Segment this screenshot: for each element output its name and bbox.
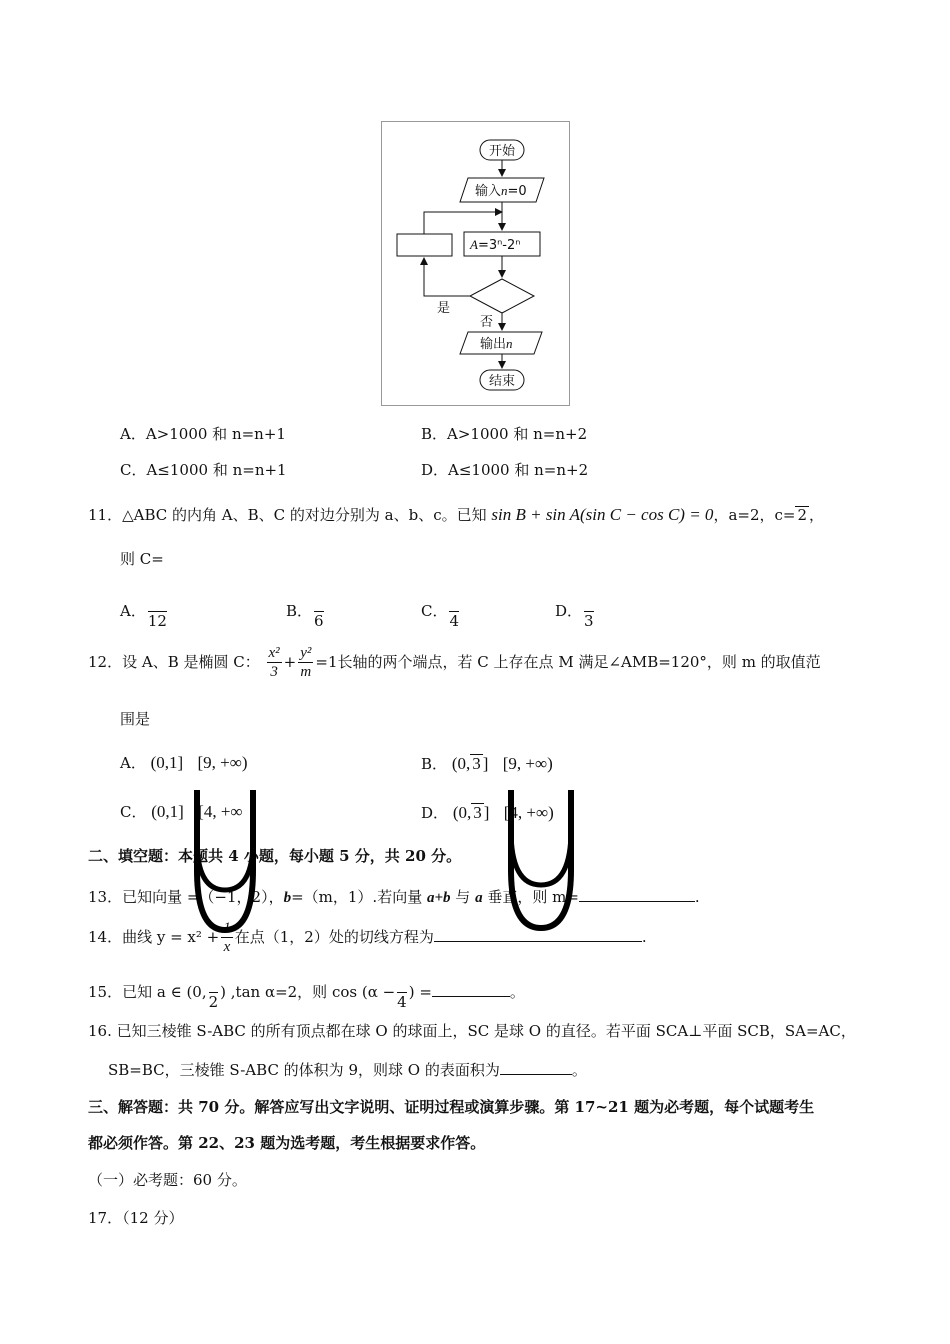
flowchart-input-label: 输入n=0 [475,183,527,199]
question-13: 13．已知向量 =（−1，2），b=（m，1）.若向量 a+b 与 a 垂直，则 m= . [88,888,700,906]
required-questions-heading: （一）必考题：60 分。 [88,1171,247,1189]
section-3-heading-line2: 都必须作答。第 22、23 题为选考题，考生根据要求作答。 [88,1134,486,1152]
q12-option-c: C． (0,1] [4, +∞ [120,802,243,821]
flowchart-no-label: 否 [480,315,494,330]
q11-option-a: A． 12 [120,594,169,630]
flowchart-end-label: 结束 [488,374,516,389]
q10-option-d: D．A≤1000 和 n=n+2 [421,461,589,479]
question-11-line2: 则 C= [120,550,164,568]
question-14: 14．曲线 y = x² + $\frac{1}{x}$ 在点（1，2）处的切线方程为 . [88,920,647,956]
handwritten-loop-right-inner [511,830,571,885]
question-16-line1: 16. 已知三棱锥 S-ABC 的所有顶点都在球 O 的球面上，SC 是球 O 的直径。若平面 SCA⊥平面 SCB，SA=AC， [88,1022,856,1040]
q12-option-b: B． (0, 3 ] [9, +∞) [421,754,553,773]
flowchart-output-label: 输出n [480,336,513,352]
q11-option-c: C． 4 [421,594,461,630]
flowchart-process-label: A=3ⁿ-2ⁿ [470,237,521,253]
flowchart-start-label: 开始 [488,144,516,159]
q11-option-b: B． 6 [286,594,326,630]
question-17: 17．（12 分） [88,1209,184,1227]
question-16-line2: SB=BC，三棱锥 S-ABC 的体积为 9，则球 O 的表面积为 。 [108,1061,587,1079]
question-11-line1: 11．△ABC 的内角 A、B、C 的对边分别为 a、b、c。已知 sin B + sin A(sin C − cos C) = 0，a=2，c= 2 ， [88,505,825,524]
q11-equation: sin B + sin A(sin C − cos C) = 0 [491,505,714,524]
q12-option-d: D． (0, 3 ] [4, +∞) [421,803,554,822]
q10-option-b: B．A>1000 和 n=n+2 [421,425,588,443]
q10-option-a: A．A>1000 和 n=n+1 [120,425,286,443]
q10-option-c: C．A≤1000 和 n=n+1 [120,461,287,479]
handwritten-loop-right-outer [511,790,571,928]
q12-option-a: A． (0,1] [9, +∞) [120,753,248,772]
q11-option-d: D． 3 [555,594,596,630]
section-3-heading-line1: 三、解答题：共 70 分。解答应写出文字说明、证明过程或演算步骤。第 17~21 题为必考题，每个试题考生 [88,1098,815,1116]
handwritten-loop-left-inner [197,840,253,890]
handwritten-loop-left-outer [197,790,253,930]
q11-sqrt: 2 [797,506,808,524]
question-15: 15．已知 a ∈ (0, 2 ) ,tan α=2，则 cos (α − 4 ) = 。 [88,975,525,1011]
question-12-line1: 12．设 A、B 是椭圆 C： $\frac{\text{x²}}{3}$ + $\frac{\text{y²}}{m}$ =1长轴的两个端点，若 C 上存在点 M 满足∠AMB=120°，则 m 的取值范 [88,645,821,681]
question-12-line2: 围是 [120,710,151,728]
flowchart-yes-label: 是 [437,301,451,316]
section-2-heading: 二、填空题：本题共 4 小题，每小题 5 分，共 20 分。 [88,847,462,865]
